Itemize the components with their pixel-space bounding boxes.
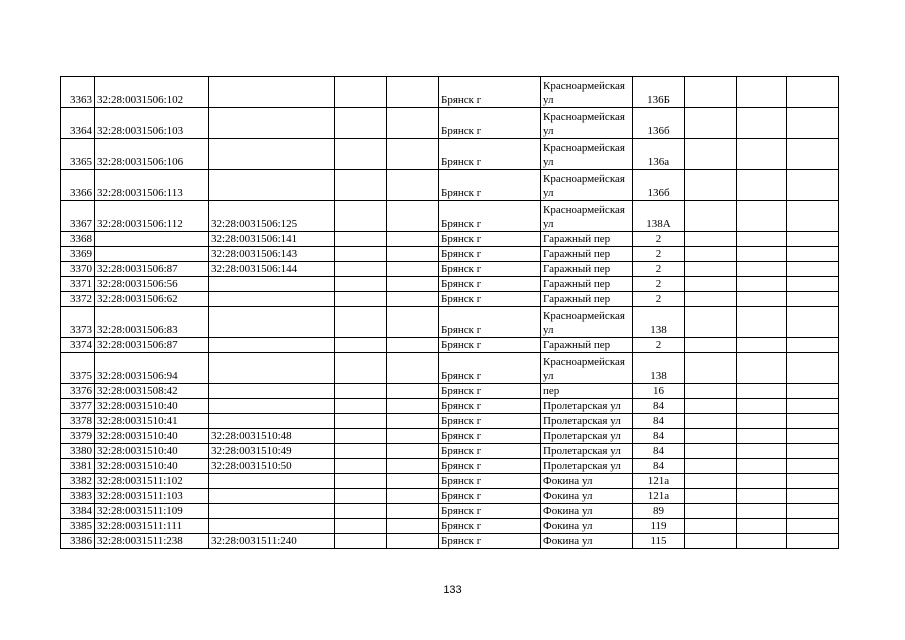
- empty-cell: [787, 277, 839, 292]
- empty-cell: [737, 444, 787, 459]
- city-cell: Брянск г: [439, 414, 541, 429]
- empty-cell: [387, 338, 439, 353]
- table-row: [61, 414, 839, 429]
- empty-cell: [787, 232, 839, 247]
- empty-cell: [335, 429, 387, 444]
- table-row: [61, 459, 839, 474]
- house-number-cell: 2: [633, 292, 685, 307]
- street-cell: Фокина ул: [541, 519, 633, 534]
- empty-cell: [387, 247, 439, 262]
- row-number-cell: 3381: [61, 459, 95, 474]
- related-cadastral-number-cell: [209, 292, 335, 307]
- empty-cell: [787, 519, 839, 534]
- table-row: [61, 534, 839, 549]
- street-cell: Фокина ул: [541, 504, 633, 519]
- empty-cell: [787, 338, 839, 353]
- street-cell: Красноармейская ул: [541, 201, 633, 232]
- cadastral-number-cell: 32:28:0031506:94: [95, 353, 209, 384]
- empty-cell: [335, 519, 387, 534]
- empty-cell: [737, 414, 787, 429]
- empty-cell: [787, 108, 839, 139]
- empty-cell: [685, 307, 737, 338]
- city-cell: Брянск г: [439, 534, 541, 549]
- empty-cell: [787, 489, 839, 504]
- empty-cell: [387, 474, 439, 489]
- city-cell: Брянск г: [439, 232, 541, 247]
- related-cadastral-number-cell: 32:28:0031506:144: [209, 262, 335, 277]
- house-number-cell: 121а: [633, 474, 685, 489]
- street-cell: Пролетарская ул: [541, 414, 633, 429]
- empty-cell: [387, 504, 439, 519]
- table-row: [61, 504, 839, 519]
- city-cell: Брянск г: [439, 338, 541, 353]
- empty-cell: [787, 474, 839, 489]
- row-number-cell: 3373: [61, 307, 95, 338]
- house-number-cell: 138: [633, 353, 685, 384]
- city-cell: Брянск г: [439, 139, 541, 170]
- house-number-cell: 84: [633, 429, 685, 444]
- empty-cell: [685, 292, 737, 307]
- empty-cell: [387, 399, 439, 414]
- city-cell: Брянск г: [439, 307, 541, 338]
- cadastral-number-cell: 32:28:0031506:106: [95, 139, 209, 170]
- house-number-cell: 136б: [633, 108, 685, 139]
- street-cell: Фокина ул: [541, 534, 633, 549]
- house-number-cell: 2: [633, 262, 685, 277]
- row-number-cell: 3376: [61, 384, 95, 399]
- city-cell: Брянск г: [439, 292, 541, 307]
- empty-cell: [387, 519, 439, 534]
- empty-cell: [685, 353, 737, 384]
- cadastral-number-cell: 32:28:0031506:87: [95, 338, 209, 353]
- empty-cell: [335, 384, 387, 399]
- related-cadastral-number-cell: [209, 504, 335, 519]
- empty-cell: [387, 444, 439, 459]
- empty-cell: [387, 489, 439, 504]
- empty-cell: [787, 534, 839, 549]
- empty-cell: [787, 353, 839, 384]
- empty-cell: [787, 459, 839, 474]
- table-row: [61, 474, 839, 489]
- street-cell: Гаражный пер: [541, 232, 633, 247]
- related-cadastral-number-cell: 32:28:0031506:125: [209, 201, 335, 232]
- street-cell: Красноармейская ул: [541, 170, 633, 201]
- cadastral-number-cell: 32:28:0031506:62: [95, 292, 209, 307]
- city-cell: Брянск г: [439, 247, 541, 262]
- house-number-cell: 84: [633, 414, 685, 429]
- related-cadastral-number-cell: [209, 307, 335, 338]
- empty-cell: [737, 262, 787, 277]
- table-row: [61, 139, 839, 170]
- empty-cell: [335, 307, 387, 338]
- house-number-cell: 84: [633, 444, 685, 459]
- row-number-cell: 3382: [61, 474, 95, 489]
- street-cell: Фокина ул: [541, 474, 633, 489]
- house-number-cell: 2: [633, 232, 685, 247]
- empty-cell: [737, 307, 787, 338]
- street-cell: Красноармейская ул: [541, 108, 633, 139]
- table-row: [61, 77, 839, 108]
- row-number-cell: 3385: [61, 519, 95, 534]
- table-row: [61, 384, 839, 399]
- empty-cell: [737, 170, 787, 201]
- empty-cell: [387, 201, 439, 232]
- empty-cell: [387, 77, 439, 108]
- empty-cell: [335, 201, 387, 232]
- street-cell: Фокина ул: [541, 489, 633, 504]
- city-cell: Брянск г: [439, 459, 541, 474]
- empty-cell: [685, 338, 737, 353]
- table-row: [61, 429, 839, 444]
- city-cell: Брянск г: [439, 504, 541, 519]
- city-cell: Брянск г: [439, 77, 541, 108]
- empty-cell: [335, 262, 387, 277]
- row-number-cell: 3369: [61, 247, 95, 262]
- cadastral-number-cell: 32:28:0031506:103: [95, 108, 209, 139]
- empty-cell: [737, 519, 787, 534]
- empty-cell: [387, 534, 439, 549]
- row-number-cell: 3372: [61, 292, 95, 307]
- city-cell: Брянск г: [439, 519, 541, 534]
- related-cadastral-number-cell: 32:28:0031510:49: [209, 444, 335, 459]
- cadastral-number-cell: 32:28:0031511:111: [95, 519, 209, 534]
- empty-cell: [685, 384, 737, 399]
- row-number-cell: 3365: [61, 139, 95, 170]
- empty-cell: [787, 247, 839, 262]
- empty-cell: [737, 277, 787, 292]
- related-cadastral-number-cell: [209, 170, 335, 201]
- house-number-cell: 138: [633, 307, 685, 338]
- cadastral-number-cell: 32:28:0031506:83: [95, 307, 209, 338]
- related-cadastral-number-cell: [209, 77, 335, 108]
- house-number-cell: 136Б: [633, 77, 685, 108]
- related-cadastral-number-cell: [209, 489, 335, 504]
- table-row: [61, 292, 839, 307]
- empty-cell: [387, 353, 439, 384]
- empty-cell: [387, 459, 439, 474]
- empty-cell: [737, 534, 787, 549]
- empty-cell: [787, 384, 839, 399]
- row-number-cell: 3363: [61, 77, 95, 108]
- related-cadastral-number-cell: [209, 474, 335, 489]
- house-number-cell: 89: [633, 504, 685, 519]
- empty-cell: [737, 77, 787, 108]
- empty-cell: [335, 247, 387, 262]
- empty-cell: [787, 399, 839, 414]
- street-cell: Пролетарская ул: [541, 459, 633, 474]
- empty-cell: [685, 399, 737, 414]
- cadastral-number-cell: 32:28:0031510:40: [95, 399, 209, 414]
- table-row: [61, 232, 839, 247]
- related-cadastral-number-cell: [209, 139, 335, 170]
- empty-cell: [335, 292, 387, 307]
- row-number-cell: 3370: [61, 262, 95, 277]
- empty-cell: [685, 444, 737, 459]
- table-row: [61, 201, 839, 232]
- cadastral-number-cell: 32:28:0031506:112: [95, 201, 209, 232]
- row-number-cell: 3378: [61, 414, 95, 429]
- cadastral-number-cell: 32:28:0031510:40: [95, 459, 209, 474]
- table-row: [61, 353, 839, 384]
- table-row: [61, 519, 839, 534]
- empty-cell: [685, 474, 737, 489]
- cadastral-number-cell: 32:28:0031506:102: [95, 77, 209, 108]
- row-number-cell: 3384: [61, 504, 95, 519]
- related-cadastral-number-cell: [209, 277, 335, 292]
- city-cell: Брянск г: [439, 262, 541, 277]
- empty-cell: [685, 519, 737, 534]
- empty-cell: [737, 459, 787, 474]
- house-number-cell: 119: [633, 519, 685, 534]
- street-cell: Гаражный пер: [541, 338, 633, 353]
- city-cell: Брянск г: [439, 384, 541, 399]
- registry-table: [60, 76, 839, 549]
- empty-cell: [387, 429, 439, 444]
- street-cell: пер: [541, 384, 633, 399]
- house-number-cell: 84: [633, 459, 685, 474]
- empty-cell: [737, 247, 787, 262]
- empty-cell: [737, 399, 787, 414]
- empty-cell: [335, 444, 387, 459]
- empty-cell: [387, 384, 439, 399]
- empty-cell: [737, 384, 787, 399]
- street-cell: Гаражный пер: [541, 292, 633, 307]
- related-cadastral-number-cell: [209, 338, 335, 353]
- house-number-cell: 84: [633, 399, 685, 414]
- empty-cell: [685, 459, 737, 474]
- empty-cell: [685, 77, 737, 108]
- cadastral-number-cell: 32:28:0031506:87: [95, 262, 209, 277]
- cadastral-number-cell: [95, 232, 209, 247]
- empty-cell: [387, 170, 439, 201]
- related-cadastral-number-cell: [209, 519, 335, 534]
- city-cell: Брянск г: [439, 399, 541, 414]
- empty-cell: [335, 232, 387, 247]
- empty-cell: [335, 139, 387, 170]
- house-number-cell: 16: [633, 384, 685, 399]
- city-cell: Брянск г: [439, 444, 541, 459]
- registry-table-body: [61, 77, 839, 549]
- empty-cell: [335, 504, 387, 519]
- empty-cell: [685, 201, 737, 232]
- empty-cell: [787, 292, 839, 307]
- empty-cell: [387, 262, 439, 277]
- row-number-cell: 3367: [61, 201, 95, 232]
- empty-cell: [387, 292, 439, 307]
- empty-cell: [387, 414, 439, 429]
- related-cadastral-number-cell: [209, 353, 335, 384]
- cadastral-number-cell: 32:28:0031506:56: [95, 277, 209, 292]
- cadastral-number-cell: 32:28:0031506:113: [95, 170, 209, 201]
- street-cell: Пролетарская ул: [541, 429, 633, 444]
- empty-cell: [737, 489, 787, 504]
- street-cell: Красноармейская ул: [541, 77, 633, 108]
- related-cadastral-number-cell: 32:28:0031506:141: [209, 232, 335, 247]
- city-cell: Брянск г: [439, 474, 541, 489]
- related-cadastral-number-cell: 32:28:0031511:240: [209, 534, 335, 549]
- cadastral-number-cell: 32:28:0031511:102: [95, 474, 209, 489]
- empty-cell: [335, 108, 387, 139]
- empty-cell: [387, 232, 439, 247]
- table-row: [61, 262, 839, 277]
- empty-cell: [737, 139, 787, 170]
- empty-cell: [787, 307, 839, 338]
- row-number-cell: 3368: [61, 232, 95, 247]
- city-cell: Брянск г: [439, 489, 541, 504]
- street-cell: Пролетарская ул: [541, 399, 633, 414]
- empty-cell: [335, 338, 387, 353]
- city-cell: Брянск г: [439, 277, 541, 292]
- empty-cell: [737, 232, 787, 247]
- related-cadastral-number-cell: [209, 414, 335, 429]
- empty-cell: [335, 414, 387, 429]
- empty-cell: [737, 504, 787, 519]
- row-number-cell: 3386: [61, 534, 95, 549]
- house-number-cell: 115: [633, 534, 685, 549]
- cadastral-number-cell: 32:28:0031511:103: [95, 489, 209, 504]
- house-number-cell: 2: [633, 277, 685, 292]
- related-cadastral-number-cell: 32:28:0031506:143: [209, 247, 335, 262]
- empty-cell: [787, 414, 839, 429]
- empty-cell: [685, 277, 737, 292]
- city-cell: Брянск г: [439, 429, 541, 444]
- cadastral-number-cell: [95, 247, 209, 262]
- empty-cell: [737, 201, 787, 232]
- related-cadastral-number-cell: [209, 108, 335, 139]
- related-cadastral-number-cell: 32:28:0031510:50: [209, 459, 335, 474]
- table-row: [61, 170, 839, 201]
- empty-cell: [335, 489, 387, 504]
- empty-cell: [685, 429, 737, 444]
- street-cell: Гаражный пер: [541, 277, 633, 292]
- row-number-cell: 3374: [61, 338, 95, 353]
- house-number-cell: 2: [633, 247, 685, 262]
- city-cell: Брянск г: [439, 108, 541, 139]
- empty-cell: [685, 247, 737, 262]
- row-number-cell: 3377: [61, 399, 95, 414]
- empty-cell: [787, 139, 839, 170]
- empty-cell: [787, 262, 839, 277]
- empty-cell: [685, 262, 737, 277]
- empty-cell: [787, 170, 839, 201]
- table-row: [61, 277, 839, 292]
- table-row: [61, 247, 839, 262]
- row-number-cell: 3364: [61, 108, 95, 139]
- empty-cell: [787, 429, 839, 444]
- house-number-cell: 136а: [633, 139, 685, 170]
- cadastral-number-cell: 32:28:0031508:42: [95, 384, 209, 399]
- empty-cell: [685, 139, 737, 170]
- empty-cell: [685, 232, 737, 247]
- cadastral-number-cell: 32:28:0031510:40: [95, 444, 209, 459]
- table-row: [61, 489, 839, 504]
- cadastral-number-cell: 32:28:0031510:40: [95, 429, 209, 444]
- street-cell: Красноармейская ул: [541, 353, 633, 384]
- table-row: [61, 444, 839, 459]
- row-number-cell: 3380: [61, 444, 95, 459]
- empty-cell: [787, 201, 839, 232]
- empty-cell: [335, 534, 387, 549]
- cadastral-number-cell: 32:28:0031511:109: [95, 504, 209, 519]
- table-row: [61, 399, 839, 414]
- cadastral-number-cell: 32:28:0031511:238: [95, 534, 209, 549]
- row-number-cell: 3375: [61, 353, 95, 384]
- empty-cell: [387, 108, 439, 139]
- related-cadastral-number-cell: 32:28:0031510:48: [209, 429, 335, 444]
- table-row: [61, 338, 839, 353]
- empty-cell: [685, 108, 737, 139]
- row-number-cell: 3379: [61, 429, 95, 444]
- related-cadastral-number-cell: [209, 384, 335, 399]
- table-row: [61, 108, 839, 139]
- empty-cell: [685, 504, 737, 519]
- empty-cell: [787, 504, 839, 519]
- street-cell: Красноармейская ул: [541, 307, 633, 338]
- empty-cell: [387, 139, 439, 170]
- street-cell: Гаражный пер: [541, 262, 633, 277]
- empty-cell: [335, 474, 387, 489]
- row-number-cell: 3371: [61, 277, 95, 292]
- street-cell: Гаражный пер: [541, 247, 633, 262]
- table-row: [61, 307, 839, 338]
- row-number-cell: 3383: [61, 489, 95, 504]
- house-number-cell: 138А: [633, 201, 685, 232]
- empty-cell: [787, 77, 839, 108]
- house-number-cell: 2: [633, 338, 685, 353]
- empty-cell: [335, 459, 387, 474]
- cadastral-number-cell: 32:28:0031510:41: [95, 414, 209, 429]
- city-cell: Брянск г: [439, 201, 541, 232]
- street-cell: Пролетарская ул: [541, 444, 633, 459]
- empty-cell: [335, 399, 387, 414]
- row-number-cell: 3366: [61, 170, 95, 201]
- city-cell: Брянск г: [439, 170, 541, 201]
- empty-cell: [737, 474, 787, 489]
- city-cell: Брянск г: [439, 353, 541, 384]
- empty-cell: [685, 534, 737, 549]
- empty-cell: [737, 108, 787, 139]
- empty-cell: [387, 277, 439, 292]
- street-cell: Красноармейская ул: [541, 139, 633, 170]
- empty-cell: [737, 429, 787, 444]
- empty-cell: [787, 444, 839, 459]
- empty-cell: [335, 170, 387, 201]
- empty-cell: [335, 77, 387, 108]
- related-cadastral-number-cell: [209, 399, 335, 414]
- empty-cell: [685, 414, 737, 429]
- empty-cell: [737, 353, 787, 384]
- empty-cell: [685, 489, 737, 504]
- empty-cell: [335, 277, 387, 292]
- empty-cell: [387, 307, 439, 338]
- empty-cell: [737, 292, 787, 307]
- empty-cell: [737, 338, 787, 353]
- empty-cell: [685, 170, 737, 201]
- house-number-cell: 121а: [633, 489, 685, 504]
- house-number-cell: 136б: [633, 170, 685, 201]
- empty-cell: [335, 353, 387, 384]
- page-number: 133: [443, 584, 462, 596]
